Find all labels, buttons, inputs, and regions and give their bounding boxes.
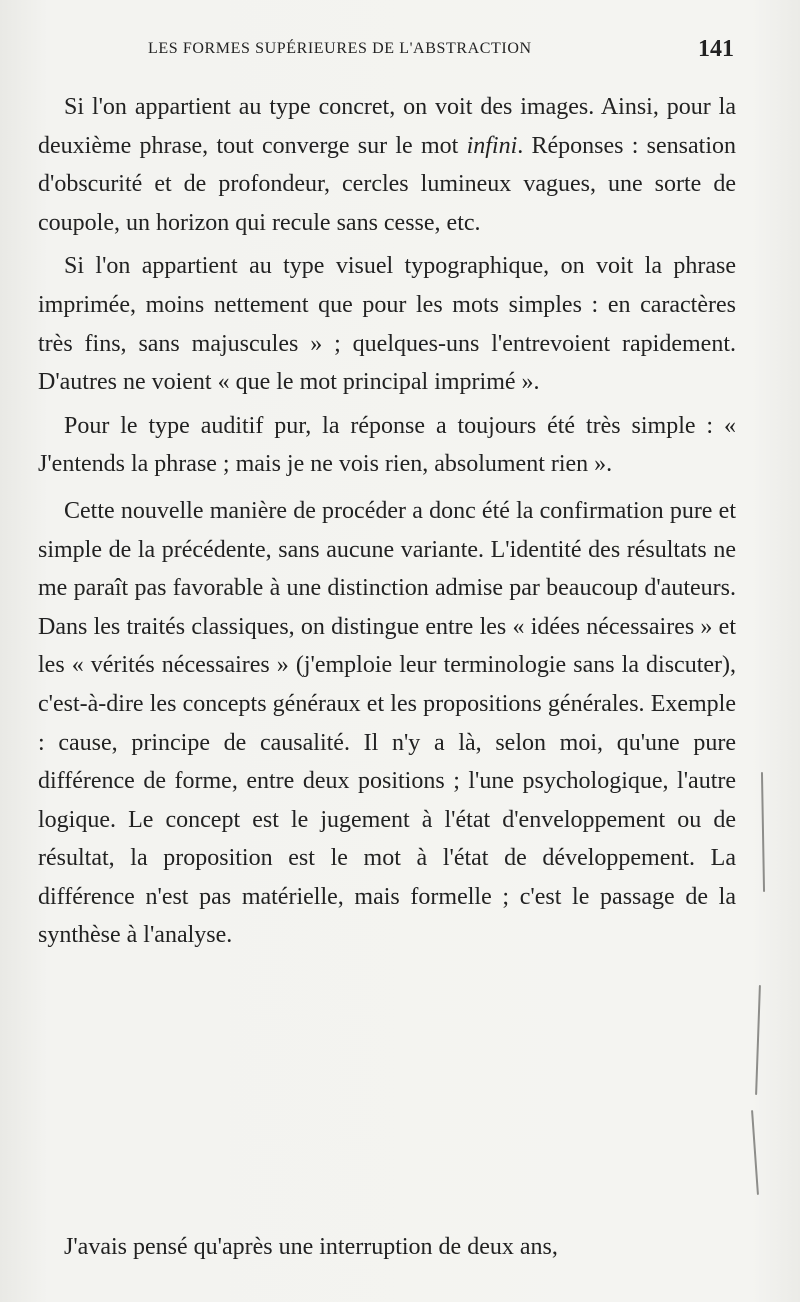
- paragraph-continuation: J'avais pensé qu'après une interruption de deux ans,: [64, 1234, 558, 1260]
- paragraph-auditory-type: Pour le type auditif pur, la réponse a toujours été très simple : « J'entends la phrase ; mais je ne vois rien, absolument rien ».: [38, 412, 736, 478]
- running-head: [38, 36, 738, 66]
- running-title: LES FORMES SUPÉRIEURES DE L'ABSTRACTION: [148, 40, 532, 57]
- page-number: 141: [698, 36, 734, 62]
- pencil-margin-mark: [761, 772, 765, 892]
- italic-word: infini: [466, 132, 518, 159]
- pencil-margin-mark: [751, 1110, 759, 1195]
- pencil-margin-mark: [755, 985, 761, 1095]
- paragraph-text: Si l'on appartient au type concret, on voit des images. Ainsi, pour la deuxième phrase, tout converge sur le mot: [38, 94, 736, 159]
- paragraph-confirmation: Cette nouvelle manière de procéder a donc été la confirmation pure et simple de la précédente, sans aucune variante. L'identité des résultats ne me paraît pas favorable à une distinction admise par beaucoup d'auteurs. Dans les traités classiques, on distingue entre les « idées nécessaires » et les « vérités nécessaires » (j'emploie leur terminologie sans la discuter), c'est-à-dire les concepts généraux et les propositions générales. Exemple : cause, principe de causalité. Il n'y a là, selon moi, qu'une pure différence de forme, entre deux positions ; l'une psychologique, l'autre logique. Le concept est le jugement à l'état d'enveloppement ou de résultat, la proposition est le mot à l'état de développement. La différence n'est pas matérielle, mais formelle ; c'est le passage de la synthèse à l'analyse.: [38, 497, 736, 949]
- body-text: [38, 88, 736, 955]
- paragraph-concrete-type: [38, 88, 736, 242]
- paragraph-text: . Réponses : sensation d'obscurité et de profondeur, cercles lumineux vagues, une sorte de coupole, un horizon qui recule sans cesse, etc.: [38, 132, 736, 236]
- paragraph-visual-type: Si l'on appartient au type visuel typographique, on voit la phrase imprimée, moins nettement que pour les mots simples : en caractères très fins, sans majuscules » ; quelques-uns l'entrevoient rapidement. D'autres ne voient « que le mot principal imprimé ».: [38, 253, 736, 396]
